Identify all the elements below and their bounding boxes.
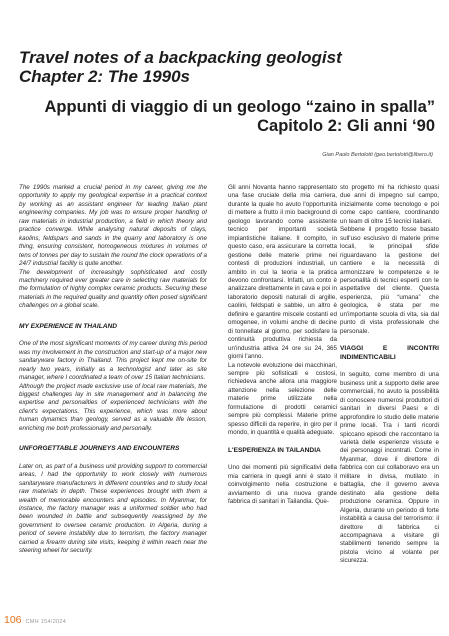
paragraph: Later on, as part of a business unit providing support to commercial areas, I had the opportunity to work closely with numerous sanitaryware manufacturers in different countries and to study local raw materials in depth. These experiences brought with them a wealth of memorable encounters and episodes. In Myanmar, for instance, the factory manager was a uniformed soldier who had been wounded in battle and subsequently reassigned by the government to oversee ceramic production. In Algeria, during a period of severe instability due to terrorism, the factory manager carried a firearm during site visits, keeping it within reach near the steering wheel for security. xyxy=(19,462,207,555)
italian-column-2 xyxy=(340,184,439,604)
title-it-line-2: Capitolo 2: Gli anni ‘90 xyxy=(257,117,435,135)
section-heading: MY EXPERIENCE IN THAILAND xyxy=(19,322,118,330)
english-column xyxy=(19,184,207,596)
paragraph: La notevole evoluzione dei macchinari, sempre più sofisticati e costosi, richiedeva anche allora una maggiore attenzione nella selezione delle materie prime utilizzate nella formulazione di prodotti ceramici sempre più complessi. Materie prime spesso difficili da reperire, in giro per il mondo, in quantità e qualità adeguate. xyxy=(228,361,337,437)
section-heading: VIAGGI E INCONTRI INDIMENTICABILI xyxy=(340,345,439,361)
paragraph: The development of increasingly sophisticated and costly machinery required ever greater care in selecting raw materials for the formulation of highly complex ceramic products. Securing these materials in the required quality and quantity often posed significant challenges on a global scale. xyxy=(19,268,207,310)
section-heading: UNFORGETTABLE JOURNEYS AND ENCOUNTERS xyxy=(19,445,180,453)
italian-column-1 xyxy=(228,184,337,604)
page-footer xyxy=(4,614,66,628)
paragraph: Sebbene il progetto fosse basato sull'uso esclusivo di materie prime locali, le principali sfide riguardavano la gestione del cantiere e la necessità di armonizzare le competenze e le personalità di tecnici esperti con le aspettative del cliente. Questa esperienza, più “umana” che geologica, è stata per me un'importante scuola di vita, sia dal punto di vista professionale che personale. xyxy=(340,226,439,335)
paragraph: One of the most significant moments of my career during this period was my involvement in the construction and start-up of a major new sanitaryware factory in Thailand. This project kept me on-site for nearly two years, initially as a technologist and later as site manager, where I coordinated a team of over 15 Italian technicians. xyxy=(19,340,207,382)
paragraph: In seguito, come membro di una business unit a supporto delle aree commerciali, ho avuto la possibilità di conoscere numerosi produttori di sanitari in diversi Paesi e di approfondire lo studio delle materie prime locali. Tra i tanti ricordi spiccano episodi che raccontano la varietà delle esperienze vissute e dei personaggi incontrati. Come in Myanmar, dove il direttore di fabbrica con cui collaboravo era un militare in divisa, mutilato in battaglia, che il governo aveva destinato alla gestione della produzione ceramica. Oppure in Algeria, durante un periodo di forte instabilità a causa del terrorismo: il direttore di fabbrica ci accompagnava a visitare gli stabilimenti tenendo sempre la pistola vicino al volante per sicurezza. xyxy=(340,371,439,565)
issue-label: CMH 154/2024 xyxy=(25,619,67,625)
title-en-line-1: Travel notes of a backpacking geologist xyxy=(19,48,342,67)
author-byline: Gian Paolo Bertolotti (geo.bertolotti@libero.it) xyxy=(322,152,433,158)
paragraph: Uno dei momenti più significativi della mia carriera in quegli anni è stato il coinvolgimento nella costruzione e avviamento di una nuova grande fabbrica di sanitari in Tailandia. Que- xyxy=(228,464,337,505)
paragraph: sto progetto mi ha richiesto quasi due anni di impegno sul campo, inizialmente come tecnologo e poi come capo cantiere, coordinando un team di oltre 15 tecnici italiani. xyxy=(340,184,439,225)
title-english xyxy=(19,48,439,86)
paragraph: Gli anni Novanta hanno rappresentato una fase cruciale della mia carriera, durante la quale ho avuto l'opportunità di mettere a frutto il mio background di geologo lavorando come assistente tecnico per importanti società impiantistiche italiane. Il compito, in questo caso, era assicurare la corretta gestione delle materie prime nei contesti di produzioni industriali, un ambito in cui la teoria e la pratica devono confrontarsi. Infatti, un conto è analizzare direttamente in cava e poi in laboratorio depositi naturali di argille, caolini, feldspati e sabbie, un altro è definire e garantire miscele costanti ed omogenee, in volumi anche di decine di tonnellate al giorno, per sodisfare la continuità produttiva richiesta da un'industria attiva 24 ore su 24, 365 giorni l'anno. xyxy=(228,184,337,361)
title-en-line-2: Chapter 2: The 1990s xyxy=(19,67,191,86)
page-number: 106 xyxy=(4,614,22,626)
title-it-line-1: Appunti di viaggio di un geologo “zaino in spalla” xyxy=(44,98,435,116)
title-italian xyxy=(15,98,435,136)
paragraph: Although the project made exclusive use of local raw materials, the biggest challenges lay in site management and in balancing the expertise and personalities of experienced technicians with the client's expectations. This experience, which was more about human dynamics than geology, served as a valuable life lesson, enriching me both professionally and personally. xyxy=(19,382,207,432)
section-heading: L'ESPERIENZA IN TAILANDIA xyxy=(228,446,321,454)
paragraph: The 1990s marked a crucial period in my career, giving me the opportunity to apply my geological expertise in a practical context by working as an assistant engineer for leading Italian plant engineering companies. My job was to ensure proper handling of raw materials in industrial production, a field in which theory and practice converge. While analysing natural deposits of clays, kaolins, feldspars and sands in the quarry and laboratory is one thing, ensuring consistent, homogeneous mixtures in volumes of tens of tonnes per day to sustain the round the clock operations of a 24/7 industrial facility is quite another. xyxy=(19,184,207,268)
